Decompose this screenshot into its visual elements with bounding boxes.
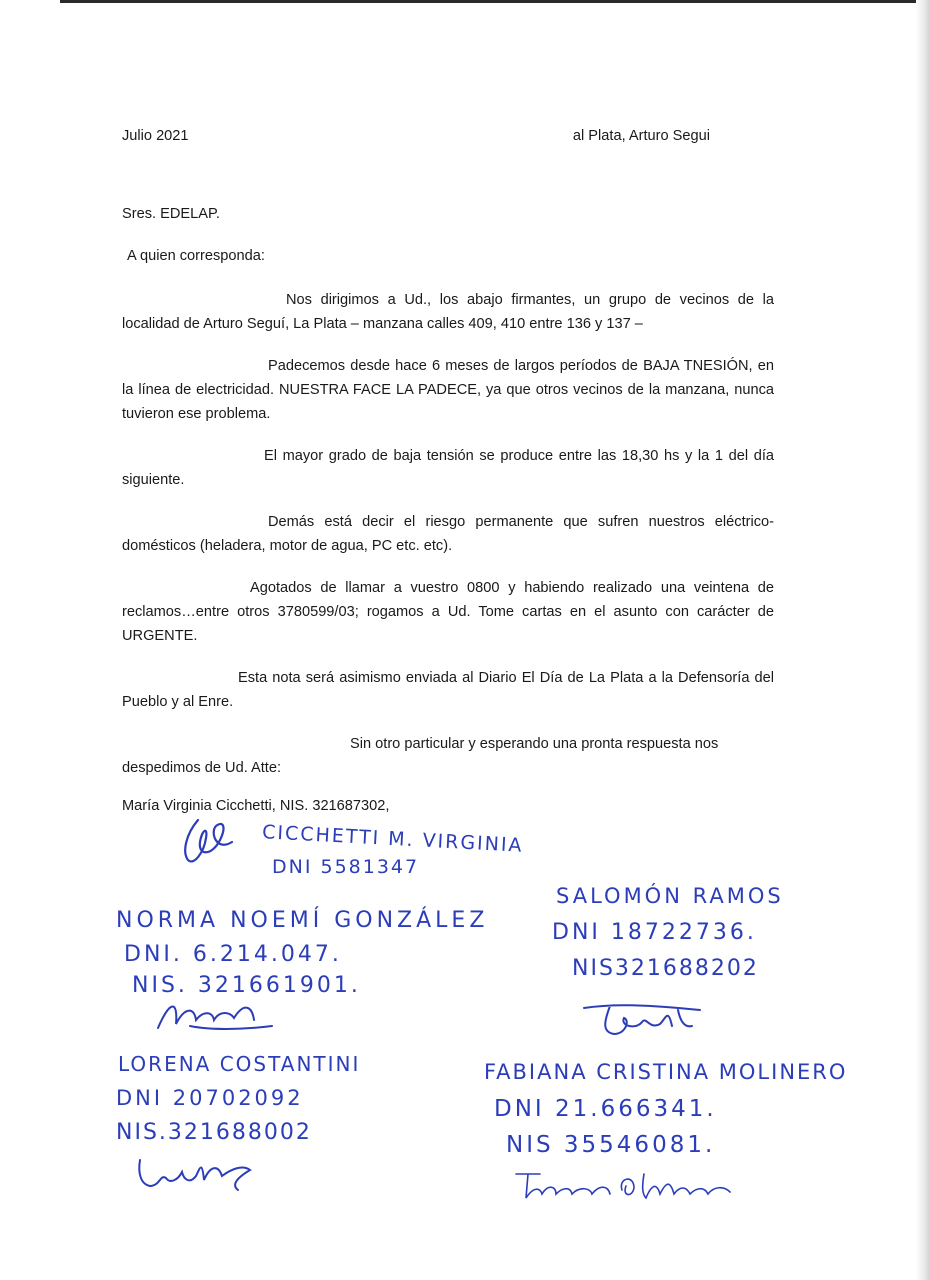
handwritten-molinero-nis: NIS 35546081.	[506, 1132, 716, 1158]
handwritten-ramos-name: SALOMÓN RAMOS	[556, 884, 784, 908]
paragraph-copies: Esta nota será asimismo enviada al Diario El Día de La Plata a la Defensoría del Pueblo y al Enre.	[122, 670, 774, 710]
first-signer-line: María Virginia Cicchetti, NIS. 321687302,	[122, 798, 390, 814]
letter-date: Julio 2021	[122, 128, 189, 144]
letter-salutation: A quien corresponda:	[127, 248, 265, 264]
handwritten-gonzalez-dni: DNI. 6.214.047.	[124, 942, 342, 967]
paragraph-risk: Demás está decir el riesgo permanente que sufren nuestros eléctrico-domésticos (heladera, motor de agua, PC etc. etc).	[122, 514, 774, 554]
handwritten-gonzalez-name: NORMA NOEMÍ GONZÁLEZ	[116, 908, 489, 933]
signature-cicchetti	[176, 812, 246, 872]
paragraph-introduction: Nos dirigimos a Ud., los abajo firmantes, un grupo de vecinos de la localidad de Arturo Seguí, La Plata – manzana calles 409, 410 entre 136 y 137 –	[122, 292, 774, 332]
handwritten-ramos-nis: NIS321688202	[572, 956, 759, 981]
letter-recipient: Sres. EDELAP.	[122, 206, 220, 222]
paragraph-complaint: Padecemos desde hace 6 meses de largos períodos de BAJA TNESIÓN, en la línea de electricidad. NUESTRA FACE LA PADECE, ya que otros vecinos de la manzana, nunca tuvieron ese problema.	[122, 358, 774, 422]
paragraph-claims: Agotados de llamar a vuestro 0800 y habiendo realizado una veintena de reclamos…entre otros 3780599/03; rogamos a Ud. Tome cartas en el asunto con carácter de URGENTE.	[122, 580, 774, 644]
letter-place: al Plata, Arturo Segui	[572, 128, 710, 144]
handwritten-costantini-dni: DNI 20702092	[116, 1086, 304, 1110]
handwritten-molinero-dni: DNI 21.666341.	[494, 1096, 717, 1122]
paragraph-timing: El mayor grado de baja tensión se produce entre las 18,30 hs y la 1 del día siguiente.	[122, 448, 774, 488]
signature-costantini	[130, 1150, 260, 1196]
handwritten-costantini-name: LORENA COSTANTINI	[118, 1052, 361, 1076]
page-scan-edge-top	[60, 0, 930, 3]
handwritten-cicchetti-name: CICCHETTI M. VIRGINIA	[261, 821, 525, 857]
page-scan-edge-right	[916, 0, 930, 1280]
letter-closing: despedimos de Ud. Atte:	[122, 760, 282, 776]
paragraph-farewell: Sin otro particular y esperando una pronta respuesta nos	[350, 736, 719, 752]
signature-gonzalez	[150, 990, 280, 1040]
handwritten-cicchetti-dni: DNI 5581347	[272, 856, 420, 878]
letter-body	[122, 124, 774, 818]
handwritten-molinero-name: FABIANA CRISTINA MOLINERO	[484, 1060, 848, 1084]
handwritten-gonzalez-nis: NIS. 321661901.	[132, 973, 361, 998]
signature-ramos	[580, 996, 710, 1044]
signature-molinero	[510, 1164, 740, 1204]
letter-header	[122, 124, 774, 148]
handwritten-costantini-nis: NIS.321688002	[116, 1120, 312, 1145]
handwritten-ramos-dni: DNI 18722736.	[552, 920, 757, 945]
